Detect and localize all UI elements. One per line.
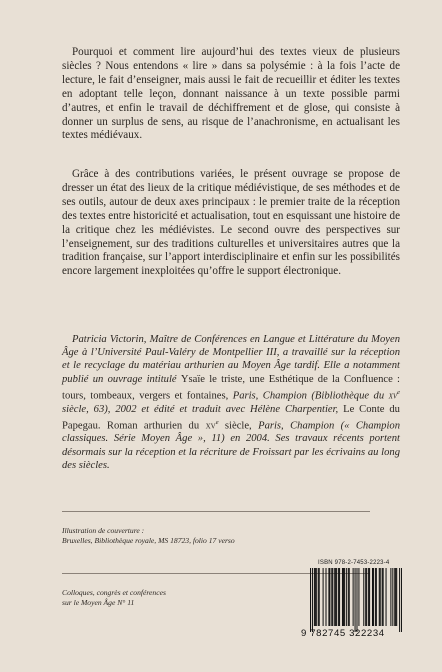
barcode-bar: [365, 568, 366, 626]
barcode-bar: [373, 568, 374, 626]
barcode-bar: [383, 568, 384, 626]
barcode-bar: [318, 568, 319, 626]
barcode-bar: [319, 568, 320, 626]
barcode-bar: [386, 568, 387, 626]
bio-part-3: siècle, 63), 2002 et édité et traduit avec Hélène Charpentier,: [62, 403, 339, 415]
barcode-bar: [339, 568, 340, 626]
barcode-bar: [349, 568, 350, 626]
book-title-ysaie: Ysaïe le triste, une Esthétique de la Confluence : tours, tombeaux, vergers et fontaines,: [62, 373, 400, 402]
barcode-bar: [368, 568, 369, 626]
cover-illustration-credit: [62, 526, 235, 546]
barcode-bar: [390, 568, 391, 626]
barcode-bar: [312, 568, 313, 632]
century-1: xv: [388, 390, 398, 402]
barcode-bar: [336, 568, 337, 626]
barcode-bar: [343, 568, 344, 626]
barcode-bar: [334, 568, 335, 626]
barcode-bar: [376, 568, 377, 626]
divider-1: [62, 511, 370, 512]
isbn-label: ISBN 978-2-7453-2223-4: [318, 560, 390, 566]
series-info: [62, 588, 166, 608]
barcode-bar: [366, 568, 367, 626]
barcode-bar: [346, 568, 347, 626]
bio-part-2: Paris, Champion (Bibliothèque du: [232, 390, 385, 402]
contributions-text: Grâce à des contributions variées, le présent ouvrage se propose de dresser un état des lieux de la critique médiévistique, de ses méthodes et de ses outils, autour de deux axes principaux : le premier traite de la réception des textes entre historicité et actualisation, tout en esquissant une histoire de la critique chez les médiévistes. Le second ouvre des perspectives sur l’enseignement, sur des traditions culturelles et universitaires autres que la tradition française, sur l’apport interdisciplinaire et enfin sur les possibilités encore largement inexploitées qu’offre le support électronique.: [62, 168, 400, 278]
barcode-bar: [355, 568, 356, 632]
barcode-bar: [328, 568, 329, 626]
barcode-bar: [329, 568, 330, 626]
barcode-bar: [358, 568, 359, 626]
barcode-bar: [394, 568, 395, 626]
barcode-bar: [363, 568, 364, 626]
barcode-bar: [335, 568, 336, 626]
barcode-bar: [342, 568, 343, 626]
barcode-bar: [396, 568, 397, 626]
series-line-1: Colloques, congrès et conférences: [62, 588, 166, 597]
barcode-bar: [348, 568, 349, 626]
barcode-bar: [395, 568, 396, 626]
barcode-bar: [315, 568, 316, 626]
barcode-bar: [316, 568, 317, 626]
cover-credit-line-1: Illustration de couverture :: [62, 526, 145, 535]
intro-paragraph: [62, 46, 400, 143]
barcode-bar: [392, 568, 393, 626]
barcode-bar: [380, 568, 381, 626]
barcode-bar: [372, 568, 373, 626]
barcode-bar: [353, 568, 354, 626]
barcode-bar: [382, 568, 383, 626]
barcode-bar: [401, 568, 402, 632]
barcode-bar: [379, 568, 380, 626]
barcode-bar: [356, 568, 357, 632]
barcode-bar: [399, 568, 400, 632]
barcode-bar: [331, 568, 332, 626]
biography-text: Patricia Victorin, Maître de Conférences en Langue et Littérature du Moyen Âge à l’Université Paul-Valéry de Montpellier III, a travaillé sur la réception et le recyclage du matériau arthurien au Moyen Âge tardif. Elle a notamment publié un ouvrage intitulé Ysaïe le triste, une Esthétique de la Confluence : tours, tombeaux, vergers et fontaines, Paris, Champion (Bibliothèque du $xv^e$ siècle, 63), 2002 et édité et traduit avec Hélène Charpentier, Le Conte du Papegau. Roman arthurien du $xv^e$ siècle, Paris, Champion (« Champion classiques. Série Moyen Âge », 11) en 2004. Ses travaux récents portent désormais sur la réception et la récriture de Froissart par les écrivains au long des siècles.: [62, 334, 400, 471]
cover-credit-line-2: Bruxelles, Bibliothèque royale, MS 18723, folio 17 verso: [62, 536, 235, 546]
barcode-bar: [325, 568, 326, 626]
barcode-bar: [332, 568, 333, 626]
barcode-bar: [323, 568, 324, 626]
bio-part-1: Patricia Victorin, Maître de Conférences en Langue et Littérature du Moyen Âge à l’Université Paul-Valéry de Montpellier III, a travaillé sur la réception et le recyclage du matériau arthurien au Moyen Âge tardif. Elle a notamment publié un ouvrage intitulé: [62, 334, 400, 385]
book-title-papegau: Le Conte du Papegau. Roman arthurien du: [62, 403, 400, 432]
barcode-digits: 9 782745 322234: [301, 628, 385, 639]
bio-part-4: Paris, Champion (« Champion classiques. Série Moyen Âge », 11) en 2004. Ses travaux récents portent désormais sur la réception et la récriture de Froissart par les écrivains au long des siècles.: [62, 420, 400, 471]
bio-upright-3: siècle,: [224, 420, 252, 432]
barcode-bar: [310, 568, 311, 632]
barcode-bar: [375, 568, 376, 626]
series-line-2: sur le Moyen Âge N° 11: [62, 598, 135, 608]
barcode-bar: [344, 568, 345, 626]
barcode-bar: [314, 568, 315, 626]
barcode-bar: [338, 568, 339, 626]
century-2: xv: [205, 420, 216, 432]
contributions-paragraph: [62, 168, 400, 279]
author-biography: [62, 333, 400, 472]
barcode-bar: [369, 568, 370, 626]
intro-text: Pourquoi et comment lire aujourd’hui des textes vieux de plusieurs siècles ? Nous entendons « lire » dans sa polysémie : à la fois l’acte de lecture, le fait d’enseigner, mais aussi le fait de recueillir et éditer les textes en adoptant telle leçon, donnant naissance à un texte possible parmi d’autres, et enfin le travail de déchiffrement et de glose, qui consiste à donner un surplus de sens, au risque de l’anachronisme, en actualisant les textes médiévaux.: [62, 46, 400, 142]
